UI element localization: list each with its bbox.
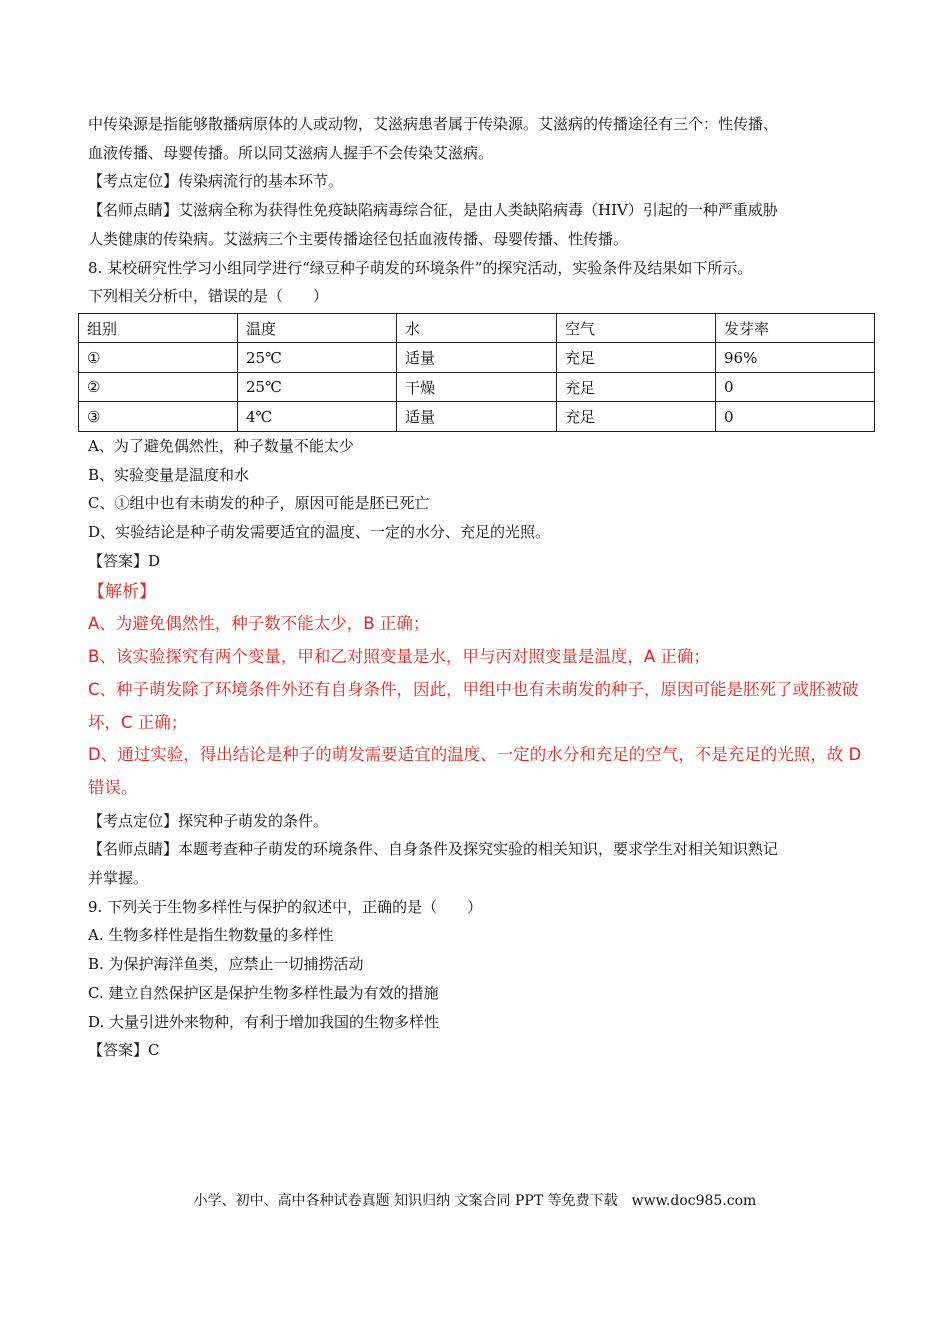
analysis-line: 坏，C 正确； [88,712,188,732]
table-cell: 适量 [397,402,557,432]
option-a: A. 生物多样性是指生物数量的多样性 [88,926,334,945]
text-line: 【考点定位】传染病流行的基本环节。 [88,172,344,191]
option-a: A、为了避免偶然性，种子数量不能太少 [88,436,354,455]
table-cell: 充足 [557,402,716,432]
table-cell: ③ [79,402,238,432]
option-b: B. 为保护海洋鱼类，应禁止一切捕捞活动 [88,955,364,974]
page-footer: 小学、初中、高中各种试卷真题 知识归纳 文案合同 PPT 等免费下载 www.doc985.com [193,1193,757,1209]
analysis-line: 错误。 [88,777,138,797]
table-cell: 25℃ [238,372,397,402]
question-8-stem: 8. 某校研究性学习小组同学进行“绿豆种子萌发的环境条件”的探究活动，实验条件及结果如下所示。 [88,258,753,277]
question-9-stem: 9. 下列关于生物多样性与保护的叙述中，正确的是（ ） [88,897,483,916]
table-cell: 适量 [397,343,557,373]
analysis-line: C、种子萌发除了环境条件外还有自身条件，因此，甲组中也有未萌发的种子，原因可能是胚死了或胚被破 [88,679,859,699]
table-cell: 0 [716,402,875,432]
text-line: 人类健康的传染病。艾滋病三个主要传播途径包括血液传播、母婴传播、性传播。 [88,229,629,248]
option-c: C. 建立自然保护区是保护生物多样性最为有效的措施 [88,983,439,1002]
analysis-line: A、为避免偶然性，种子数不能太少，B 正确； [88,614,430,634]
dianjing-line: 并掌握。 [88,869,149,888]
question-8-stem-cont: 下列相关分析中，错误的是（ ） [88,287,329,306]
text-line: 血液传播、母婴传播。所以同艾滋病人握手不会传染艾滋病。 [88,143,494,162]
table-cell: 0 [716,372,875,402]
table-cell: 充足 [557,343,716,373]
experiment-table [78,313,875,432]
kaodian-line: 【考点定位】探究种子萌发的条件。 [88,811,329,830]
table-cell: ① [79,343,238,373]
table-cell: 充足 [557,372,716,402]
text-line: 中传染源是指能够散播病原体的人或动物，艾滋病患者属于传染源。艾滋病的传播途径有三个：性传播、 [88,115,779,133]
option-b: B、实验变量是温度和水 [88,465,250,484]
table-header-cell: 空气 [557,313,716,343]
analysis-heading: 【解析】 [88,582,156,603]
option-c: C、①组中也有未萌发的种子，原因可能是胚已死亡 [88,494,430,513]
table-header-cell: 水 [397,313,557,343]
analysis-line: B、该实验探究有两个变量，甲和乙对照变量是水，甲与丙对照变量是温度，A 正确； [88,647,710,667]
analysis-line: D、通过实验，得出结论是种子的萌发需要适宜的温度、一定的水分和充足的空气，不是充足的光照，故 D [88,745,862,765]
table-cell: 干燥 [397,372,557,402]
dianjing-line: 【名师点睛】本题考查种子萌发的环境条件、自身条件及探究实验的相关知识，要求学生对相关知识熟记 [88,840,779,859]
answer-label: 【答案】D [88,551,161,570]
table-header-cell: 组别 [79,313,238,343]
table-cell: 96% [716,343,875,373]
option-d: D. 大量引进外来物种，有利于增加我国的生物多样性 [88,1012,440,1031]
table-cell: 25℃ [238,343,397,373]
table-header-row [79,313,875,343]
table-header-cell: 温度 [238,313,397,343]
table-cell: ② [79,372,238,402]
option-d: D、实验结论是种子萌发需要适宜的温度、一定的水分、充足的光照。 [88,523,551,542]
text-line: 【名师点睛】艾滋病全称为获得性免疫缺陷病毒综合征，是由人类缺陷病毒（HIV）引起的一种严重威胁 [88,201,778,220]
document-body [78,110,878,1065]
table-cell: 4℃ [238,402,397,432]
table-row [79,402,875,432]
table-row [79,343,875,373]
table-header-cell: 发芽率 [716,313,875,343]
answer-label: 【答案】C [88,1041,160,1060]
table-row [79,372,875,402]
